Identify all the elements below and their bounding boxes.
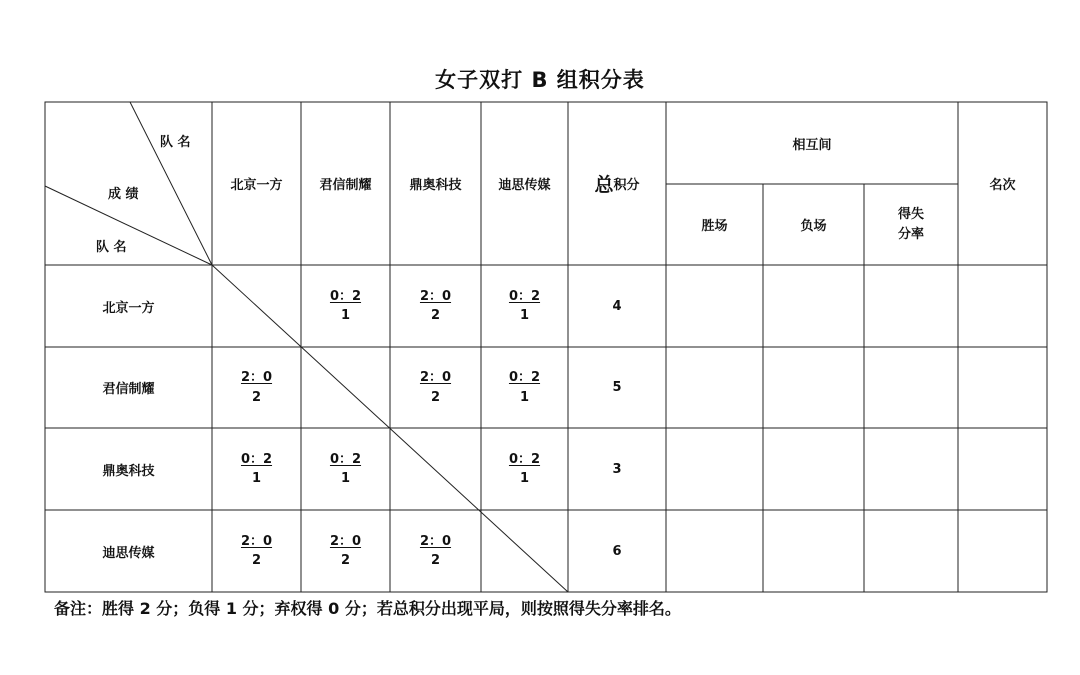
row-header-team-1: 北京一方 bbox=[102, 300, 155, 316]
score-cell bbox=[481, 347, 568, 428]
match-score: 2：0 bbox=[419, 533, 452, 549]
table-title: 女子双打 B 组积分表 bbox=[435, 68, 645, 92]
score-cell bbox=[390, 347, 481, 428]
match-score: 2：0 bbox=[419, 288, 452, 304]
match-points: 1 bbox=[519, 471, 530, 486]
score-cell bbox=[481, 428, 568, 510]
ratio-header-line2: 分率 bbox=[897, 226, 924, 242]
column-header-team-1: 北京一方 bbox=[230, 178, 283, 193]
total-points-cell: 6 bbox=[612, 543, 622, 559]
match-points: 2 bbox=[430, 553, 441, 568]
match-score: 2：0 bbox=[419, 370, 452, 385]
column-header-rank: 名次 bbox=[989, 178, 1016, 193]
match-points: 2 bbox=[251, 553, 262, 568]
total-header-small: 积分 bbox=[613, 178, 640, 193]
ratio-header-line1: 得失 bbox=[897, 207, 924, 222]
score-cell bbox=[301, 510, 390, 592]
total-points-cell: 4 bbox=[612, 298, 622, 314]
total-points-cell: 3 bbox=[612, 461, 622, 477]
column-header-ratio bbox=[864, 184, 958, 265]
match-score: 2：0 bbox=[240, 370, 273, 385]
row-header-team-2: 君信制耀 bbox=[102, 382, 155, 397]
score-cell bbox=[212, 510, 301, 592]
column-header-total bbox=[568, 102, 666, 265]
total-header-big: 总 bbox=[594, 174, 614, 196]
match-points: 1 bbox=[340, 471, 351, 486]
match-score: 0：2 bbox=[508, 370, 541, 385]
score-cell bbox=[212, 428, 301, 510]
score-cell bbox=[390, 510, 481, 592]
match-points: 2 bbox=[340, 553, 351, 568]
match-points: 1 bbox=[519, 308, 530, 323]
match-score: 2：0 bbox=[240, 533, 273, 549]
match-points: 2 bbox=[430, 308, 441, 323]
column-header-losses: 负场 bbox=[800, 219, 827, 234]
match-points: 2 bbox=[430, 389, 441, 405]
column-header-wins: 胜场 bbox=[701, 219, 728, 234]
corner-team-top-label: 队 名 bbox=[160, 135, 191, 150]
score-cell bbox=[301, 428, 390, 510]
column-header-team-4: 迪思传媒 bbox=[498, 178, 551, 193]
column-header-mutual: 相互间 bbox=[792, 137, 832, 153]
column-header-team-3: 鼎奥科技 bbox=[409, 178, 462, 193]
score-cell bbox=[212, 347, 301, 428]
match-points: 2 bbox=[251, 389, 262, 405]
match-points: 1 bbox=[519, 389, 530, 405]
row-header-team-4: 迪思传媒 bbox=[102, 545, 155, 561]
footnote: 备注：胜得 2 分；负得 1 分；弃权得 0 分；若总积分出现平局，则按照得失分率排名。 bbox=[54, 599, 681, 618]
score-cell bbox=[390, 265, 481, 347]
score-cell bbox=[481, 265, 568, 347]
match-score: 0：2 bbox=[329, 451, 362, 467]
match-score: 0：2 bbox=[508, 288, 541, 304]
match-score: 2：0 bbox=[329, 533, 362, 549]
match-score: 0：2 bbox=[329, 288, 362, 304]
row-header-team-3: 鼎奥科技 bbox=[102, 463, 155, 479]
score-cell bbox=[301, 265, 390, 347]
corner-result-label: 成 绩 bbox=[108, 187, 139, 202]
match-points: 1 bbox=[251, 471, 262, 486]
corner-team-left-label: 队 名 bbox=[96, 240, 127, 255]
total-points-cell: 5 bbox=[612, 380, 622, 395]
match-points: 1 bbox=[340, 308, 351, 323]
match-score: 0：2 bbox=[508, 451, 541, 467]
match-score: 0：2 bbox=[240, 451, 273, 467]
column-header-team-2: 君信制耀 bbox=[319, 178, 372, 193]
